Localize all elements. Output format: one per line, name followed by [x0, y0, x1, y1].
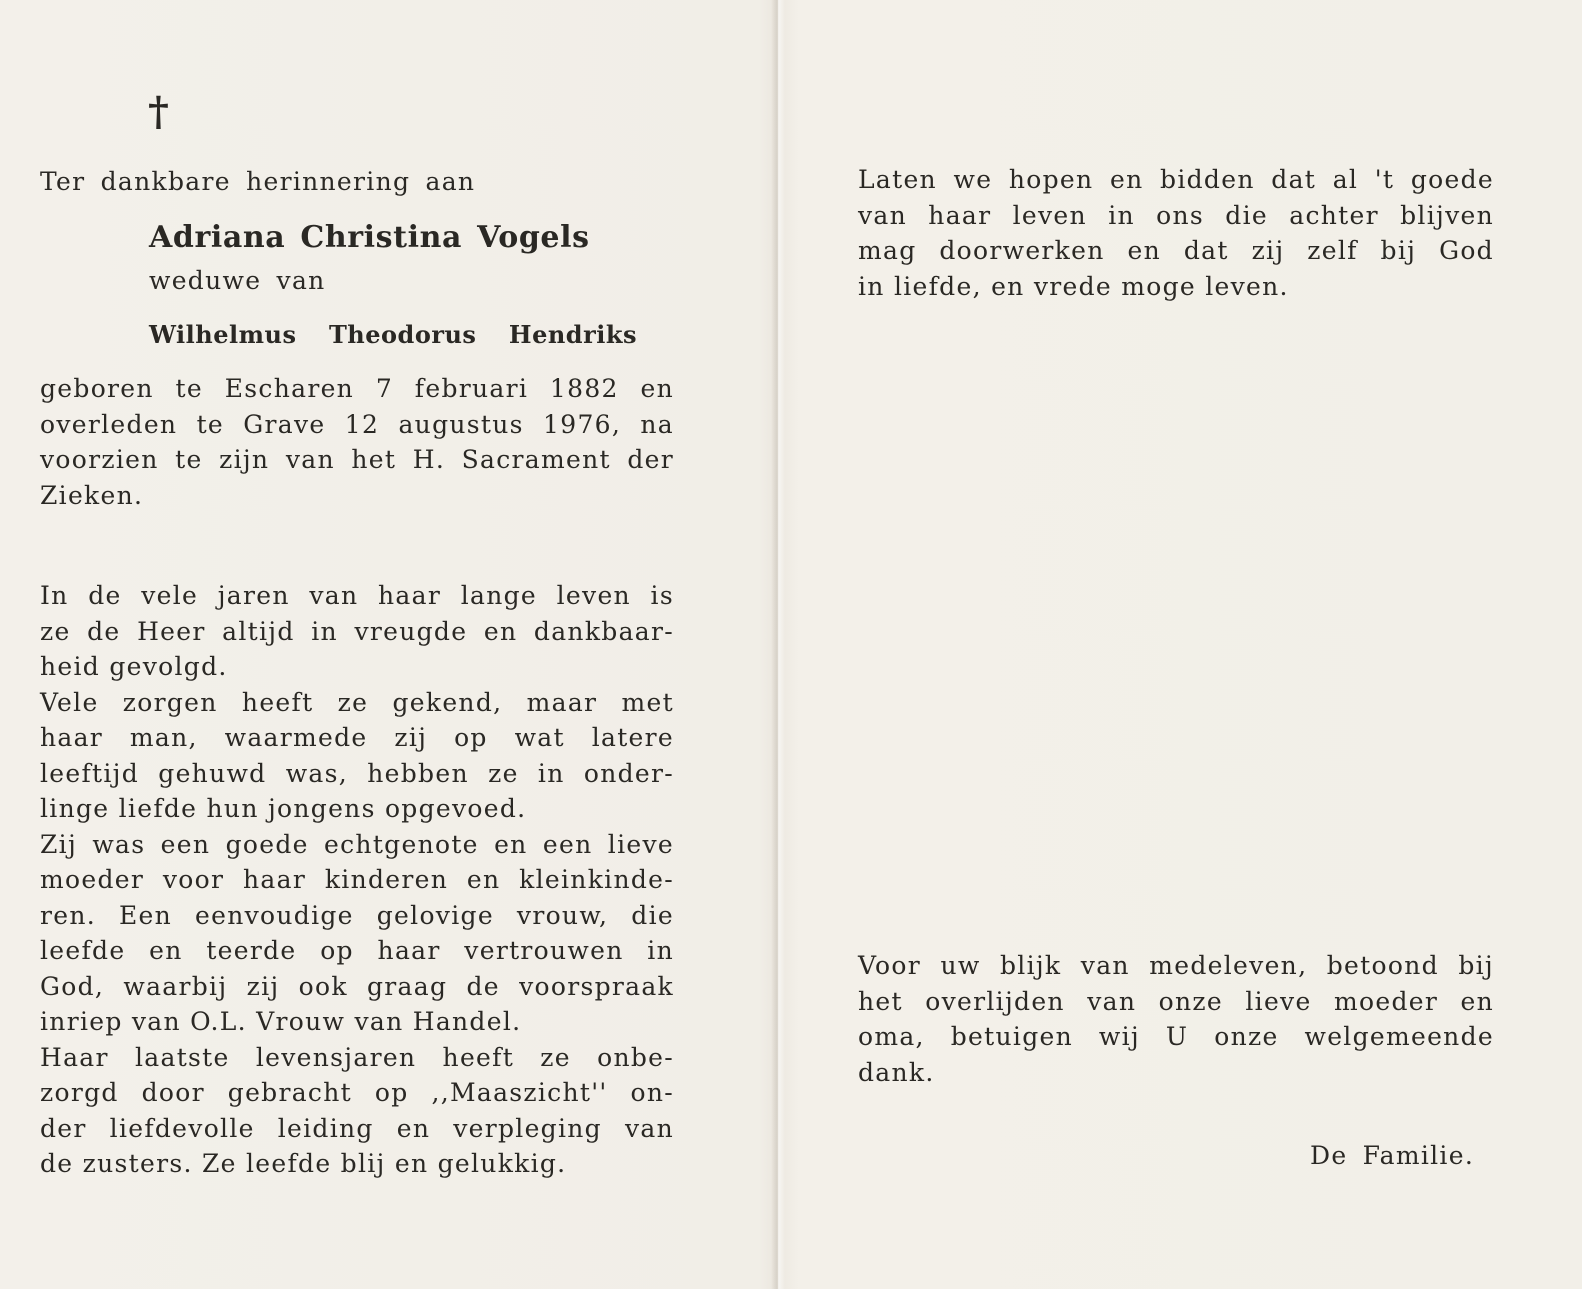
text-line: oma, betuigen wij U onze welgemeende — [858, 1022, 1494, 1051]
text-line: Haar laatste levensjaren heeft ze onbe- — [40, 1042, 674, 1072]
text-line: overleden te Grave 12 augustus 1976, na — [40, 409, 674, 439]
deceased-name: Adriana Christina Vogels — [149, 220, 590, 255]
text-line: der liefdevolle leiding en verpleging van — [40, 1113, 674, 1143]
text-line: het overlijden van onze lieve moeder en — [858, 986, 1494, 1016]
text-line: van haar leven in ons die achter blijven — [858, 200, 1494, 230]
text-line: zorgd door gebracht op ,,Maaszicht'' on- — [40, 1078, 674, 1107]
text-line: inriep van O.L. Vrouw van Handel. — [40, 1007, 522, 1036]
card-fold — [771, 0, 785, 1289]
prayer-paragraph — [858, 162, 1494, 304]
text-line: haar man, waarmede zij op wat latere — [40, 723, 674, 752]
text-line: Zieken. — [40, 480, 144, 510]
text-line: Voor uw blijk van medeleven, betoond bij — [858, 951, 1494, 980]
text-line: geboren te Escharen 7 februari 1882 en — [40, 374, 674, 403]
birth-death-paragraph — [40, 371, 674, 513]
text-line: mag doorwerken en dat zij zelf bij God — [858, 236, 1494, 265]
text-line: Vele zorgen heeft ze gekend, maar met — [40, 687, 674, 717]
intro-text: Ter dankbare herinnering aan — [40, 167, 476, 196]
text-line: moeder voor haar kinderen en kleinkinde- — [40, 865, 674, 894]
text-line: leefde en teerde op haar vertrouwen in — [40, 936, 674, 965]
text-line: voorzien te zijn van het H. Sacrament der — [40, 445, 674, 474]
text-line: de zusters. Ze leefde blij en gelukkig. — [40, 1149, 567, 1178]
text-line: dank. — [858, 1057, 935, 1087]
text-line: Zij was een goede echtgenote en een lieve — [40, 829, 674, 859]
memorial-paragraph — [40, 578, 674, 1182]
text-line: God, waarbij zij ook graag de voorspraak — [40, 971, 674, 1001]
widow-of-label: weduwe van — [149, 266, 326, 295]
signature: De Familie. — [1310, 1141, 1475, 1170]
text-line: heid gevolgd. — [40, 652, 228, 681]
text-line: linge liefde hun jongens opgevoed. — [40, 794, 527, 823]
text-line: Laten we hopen en bidden dat al 't goede — [858, 165, 1494, 194]
text-line: In de vele jaren van haar lange leven is — [40, 581, 674, 610]
thanks-paragraph — [858, 948, 1494, 1090]
text-line: ren. Een eenvoudige gelovige vrouw, die — [40, 900, 674, 930]
text-line: leeftijd gehuwd was, hebben ze in onder- — [40, 758, 674, 788]
text-line: ze de Heer altijd in vreugde en dankbaar- — [40, 616, 674, 646]
text-line: in liefde, en vrede moge leven. — [858, 271, 1289, 301]
cross-icon: † — [148, 88, 169, 135]
spouse-name: Wilhelmus Theodorus Hendriks — [149, 320, 637, 349]
